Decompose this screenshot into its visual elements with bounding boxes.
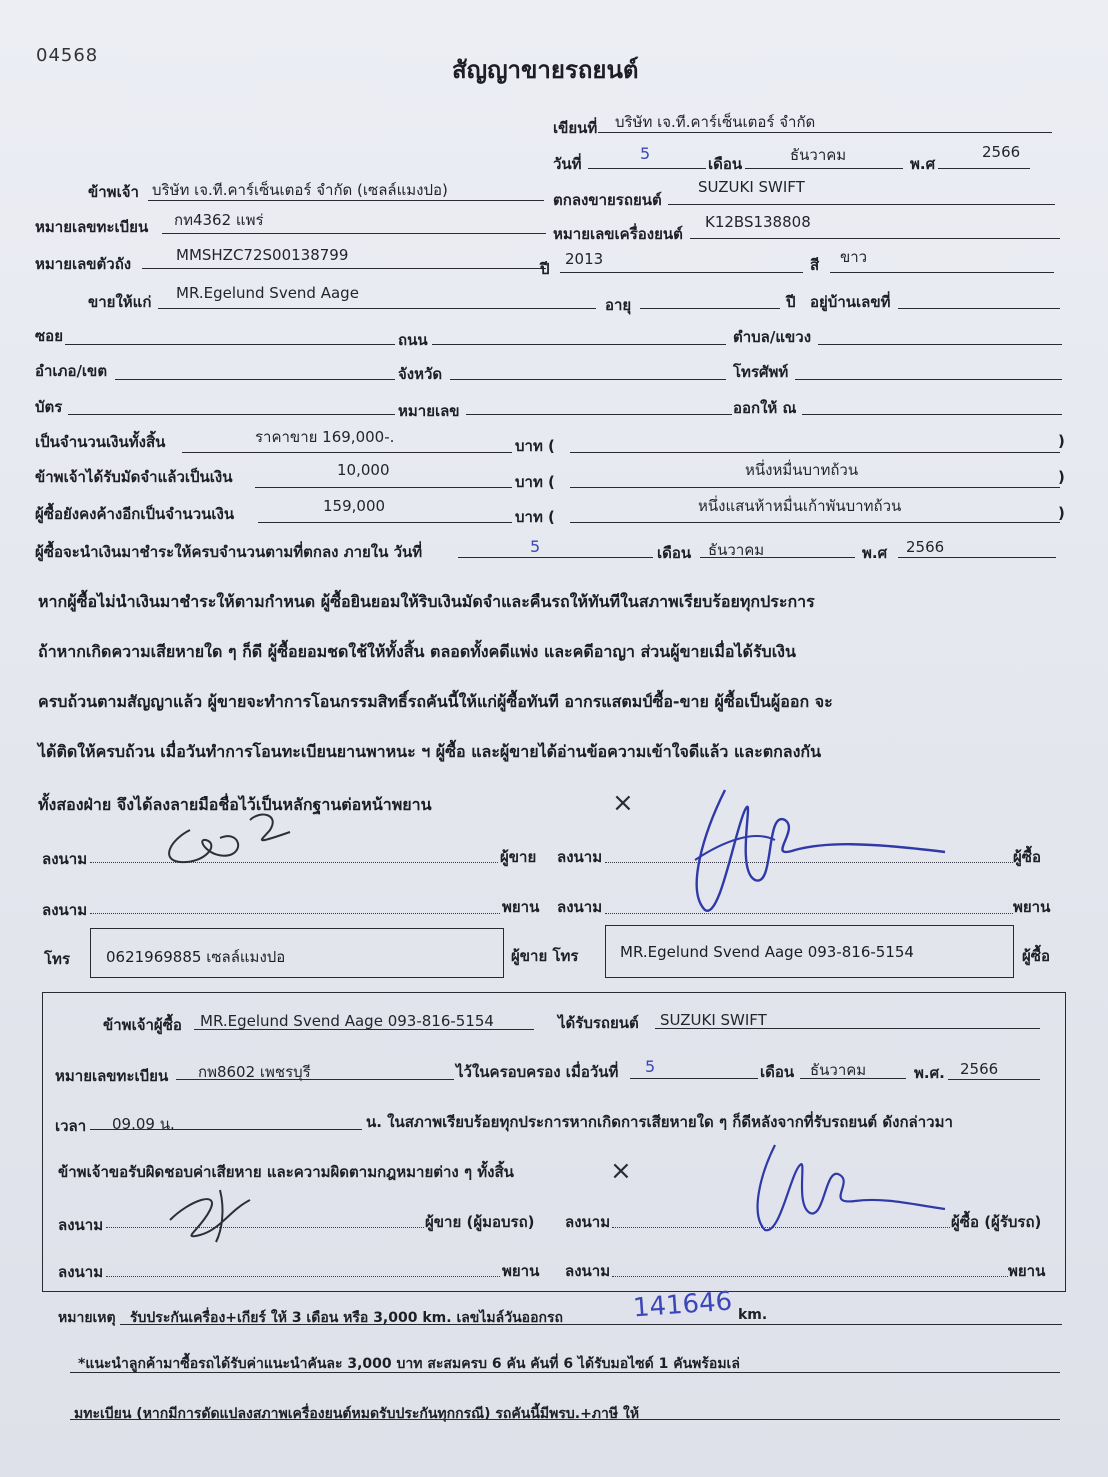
- date-day-line: [588, 168, 706, 169]
- remain-line: [258, 522, 512, 523]
- pay-day-line: [458, 557, 653, 558]
- deposit-line: [255, 487, 512, 488]
- mileage-unit: km.: [738, 1307, 768, 1323]
- month-value: ธันวาคม: [790, 146, 847, 164]
- buyer-signature: [665, 770, 965, 930]
- note2-text: *แนะนำลูกค้ามาซื้อรถได้รับค่าแนะนำคันละ 3,000 บาท สะสมครบ 6 คัน คันที่ 6 ได้รับมอไซด์ 1 คันพร้อมเล่: [78, 1356, 740, 1372]
- card-no-label: หมายเลข: [398, 402, 460, 420]
- written-at-line: [598, 132, 1052, 133]
- color-label: สี: [810, 256, 820, 274]
- age-label: อายุ: [605, 296, 632, 314]
- engine-value: K12BS138808: [705, 213, 811, 231]
- total-line: [182, 452, 512, 453]
- i-line: [148, 200, 544, 201]
- seller-signature: [150, 800, 320, 880]
- note1-line: [120, 1324, 1062, 1325]
- receipt-buyer-sign-label: ลงนาม: [565, 1213, 611, 1231]
- witness1-sign-line: [90, 913, 500, 914]
- receipt-received-value: SUZUKI SWIFT: [660, 1011, 767, 1029]
- sell-to-label: ขายให้แก่: [88, 293, 152, 311]
- district-label: อำเภอ/เขต: [35, 362, 108, 380]
- receipt-buyer-signature: [735, 1135, 955, 1245]
- chassis-line: [142, 268, 546, 269]
- address-line: [898, 308, 1060, 309]
- receipt-seller-signature: [150, 1180, 280, 1250]
- receipt-received-label: ได้รับรถยนต์: [558, 1014, 639, 1032]
- receipt-buyer-label: ข้าพเจ้าผู้ซื้อ: [103, 1016, 182, 1034]
- remain-close: ): [1058, 504, 1065, 522]
- soi-label: ซอย: [35, 327, 63, 345]
- year-label: พ.ศ: [910, 155, 936, 173]
- month-label: เดือน: [708, 155, 743, 173]
- witness1-sign-label: ลงนาม: [42, 901, 88, 919]
- district-line: [115, 379, 395, 380]
- receipt-received-line: [655, 1028, 1040, 1029]
- age-line: [640, 308, 780, 309]
- deposit-baht: บาท (: [515, 473, 555, 491]
- subdistrict-label: ตำบล/แขวง: [733, 328, 812, 346]
- total-baht: บาท (: [515, 437, 555, 455]
- color-line: [830, 272, 1054, 273]
- witness2-sign-label: ลงนาม: [557, 898, 603, 916]
- buyer-sign-label: ลงนาม: [557, 848, 603, 866]
- remain-value: 159,000: [323, 497, 386, 515]
- road-line: [432, 344, 726, 345]
- sell-to-value: MR.Egelund Svend Aage: [176, 284, 359, 302]
- receipt-month-label: เดือน: [760, 1063, 795, 1081]
- mileage-value: 141646: [632, 1286, 734, 1324]
- pay-year-label: พ.ศ: [862, 544, 888, 562]
- receipt-x-mark: ×: [610, 1156, 632, 1186]
- total-label: เป็นจำนวนเงินทั้งสิ้น: [35, 433, 166, 451]
- receipt-liability-text: ข้าพเจ้าขอรับผิดชอบค่าเสียหาย และความผิดตามกฎหมายต่าง ๆ ทั้งสิ้น: [58, 1163, 514, 1181]
- receipt-reg-label: หมายเลขทะเบียน: [55, 1067, 169, 1085]
- receipt-time-line: [90, 1129, 362, 1130]
- year-value: 2566: [982, 143, 1021, 161]
- receipt-month-line: [800, 1078, 906, 1079]
- deposit-words-line: [570, 487, 1060, 488]
- seller-phone-label: ผู้ขาย โทร: [511, 947, 579, 965]
- chassis-label: หมายเลขตัวถัง: [35, 255, 132, 273]
- pay-year: 2566: [906, 538, 945, 556]
- receipt-year: 2566: [960, 1060, 999, 1078]
- receipt-buyer-value: MR.Egelund Svend Aage 093-816-5154: [200, 1012, 494, 1030]
- receipt-year-line: [948, 1079, 1040, 1080]
- buyer-x-mark: ×: [612, 788, 634, 818]
- witness1-role: พยาน: [502, 898, 540, 916]
- receipt-day-line: [630, 1078, 758, 1079]
- page-title: สัญญาขายรถยนต์: [452, 56, 639, 84]
- deposit-words: หนึ่งหมื่นบาทถ้วน: [745, 461, 859, 479]
- receipt-reg-value: กพ8602 เพชรบุรี: [198, 1063, 311, 1081]
- term-line-3: ครบถ้วนตามสัญญาแล้ว ผู้ขายจะทำการโอนกรรมสิทธิ์รถคันนี้ให้แก่ผู้ซื้อทันที อากรแสตมป์ซื้อ-ขาย ผู้ซื้อเป็นผู้ออก จะ: [38, 692, 833, 711]
- year-line: [938, 168, 1030, 169]
- month-line: [745, 168, 903, 169]
- date-label: วันที่: [553, 155, 582, 173]
- phone-line: [795, 379, 1062, 380]
- reg-label: หมายเลขทะเบียน: [35, 218, 149, 236]
- note-prefix: หมายเหตุ: [58, 1310, 116, 1326]
- receipt-day: 5: [645, 1057, 656, 1076]
- receipt-witness2-line: [612, 1276, 1008, 1277]
- pay-day: 5: [530, 537, 541, 556]
- receipt-time-value: 09.09 น.: [112, 1115, 175, 1133]
- receipt-buyer-role: ผู้ซื้อ (ผู้รับรถ): [951, 1213, 1042, 1231]
- total-words-line: [570, 452, 1060, 453]
- subdistrict-line: [818, 344, 1062, 345]
- term-line-2: ถ้าหากเกิดความเสียหายใด ๆ ก็ดี ผู้ซื้อยอมชดใช้ให้ทั้งสิ้น ตลอดทั้งคดีแพ่ง และคดีอาญา ส่วนผู้ขายเมื่อได้รับเงิน: [38, 642, 796, 661]
- receipt-reg-line: [176, 1079, 454, 1080]
- note3-text: มทะเบียน (หากมีการดัดแปลงสภาพเครื่องยนต์หมดรับประกันทุกกรณี) รถคันนี้มีพรบ.+ภาษี ให้: [74, 1406, 640, 1422]
- remain-words-line: [570, 522, 1060, 523]
- agree-line: [668, 204, 1055, 205]
- receipt-witness1-line: [106, 1276, 500, 1277]
- witness2-role: พยาน: [1013, 898, 1051, 916]
- term-line-1: หากผู้ซื้อไม่นำเงินมาชำระให้ตามกำหนด ผู้ซื้อยินยอมให้ริบเงินมัดจำและคืนรถให้ทันทีในสภาพเรียบร้อยทุกประการ: [38, 592, 815, 611]
- year-line-2: [560, 272, 803, 273]
- pay-year-line: [898, 557, 1056, 558]
- deposit-close: ): [1058, 468, 1065, 486]
- phone-label: โทรศัพท์: [733, 363, 789, 381]
- receipt-witness1-label: ลงนาม: [58, 1263, 104, 1281]
- i-label: ข้าพเจ้า: [88, 183, 139, 201]
- buyer-phone-value: MR.Egelund Svend Aage 093-816-5154: [620, 943, 914, 961]
- card-line: [68, 414, 395, 415]
- total-value: ราคาขาย 169,000-.: [255, 428, 395, 446]
- seller-role: ผู้ขาย: [500, 848, 537, 866]
- address-label: อยู่บ้านเลขที่: [810, 293, 891, 311]
- issued-label: ออกให้ ณ: [733, 399, 797, 417]
- note2-line: [70, 1372, 1060, 1373]
- year-label-2: ปี: [540, 260, 550, 278]
- remain-words: หนึ่งแสนห้าหมื่นเก้าพันบาทถ้วน: [698, 497, 902, 515]
- written-at-label: เขียนที่: [553, 119, 598, 137]
- card-no-line: [466, 414, 732, 415]
- soi-line: [65, 344, 395, 345]
- deposit-label: ข้าพเจ้าได้รับมัดจำแล้วเป็นเงิน: [35, 468, 233, 486]
- sell-to-line: [158, 308, 596, 309]
- receipt-year-label: พ.ศ.: [914, 1064, 945, 1082]
- buyer-phone-role: ผู้ซื้อ: [1022, 947, 1050, 965]
- note3-line: [70, 1419, 1060, 1420]
- reg-line: [162, 233, 546, 234]
- year-value-2: 2013: [565, 250, 604, 268]
- i-value: บริษัท เจ.ที.คาร์เซ็นเตอร์ จำกัด (เซลล์แมงปอ): [152, 181, 448, 199]
- road-label: ถนน: [398, 331, 428, 349]
- province-label: จังหวัด: [398, 365, 443, 383]
- term-line-5: ทั้งสองฝ่าย จึงได้ลงลายมือชื่อไว้เป็นหลักฐานต่อหน้าพยาน: [38, 795, 432, 814]
- issued-line: [802, 414, 1062, 415]
- receipt-seller-role: ผู้ขาย (ผู้มอบรถ): [425, 1213, 535, 1231]
- age-unit: ปี: [786, 293, 796, 311]
- reg-value: กท4362 แพร่: [174, 211, 264, 229]
- province-line: [450, 379, 726, 380]
- note1-text: รับประกันเครื่อง+เกียร์ ให้ 3 เดือน หรือ 3,000 km. เลขไมล์วันออกรถ: [130, 1310, 563, 1326]
- total-close: ): [1058, 432, 1065, 450]
- date-day-value: 5: [640, 144, 651, 163]
- receipt-buyer-line: [194, 1029, 534, 1030]
- receipt-witness2-label: ลงนาม: [565, 1262, 611, 1280]
- pay-month-label: เดือน: [657, 544, 692, 562]
- remain-label: ผู้ซื้อยังคงค้างอีกเป็นจำนวนเงิน: [35, 505, 235, 523]
- buyer-role: ผู้ซื้อ: [1013, 848, 1041, 866]
- pay-month: ธันวาคม: [708, 541, 765, 559]
- chassis-value: MMSHZC72S00138799: [176, 246, 349, 264]
- phone-box-label: โทร: [44, 950, 71, 968]
- agree-value: SUZUKI SWIFT: [698, 178, 805, 196]
- seller-phone-value: 0621969885 เซลล์แมงปอ: [106, 948, 286, 966]
- term-line-4: ได้ติดให้ครบถ้วน เมื่อวันทำการโอนทะเบียนยานพาหนะ ฯ ผู้ซื้อ และผู้ขายได้อ่านข้อความเข้าใจดีแล้ว และตกลงกัน: [38, 742, 822, 761]
- receipt-time-label: เวลา: [55, 1117, 87, 1135]
- receipt-seller-sign-label: ลงนาม: [58, 1216, 104, 1234]
- pay-label: ผู้ซื้อจะนำเงินมาชำระให้ครบจำนวนตามที่ตกลง ภายใน วันที่: [35, 543, 423, 561]
- receipt-witness1-role: พยาน: [502, 1262, 540, 1280]
- receipt-month: ธันวาคม: [810, 1061, 867, 1079]
- agree-label: ตกลงขายรถยนต์: [553, 191, 662, 209]
- engine-line: [690, 238, 1060, 239]
- deposit-value: 10,000: [337, 461, 390, 479]
- card-label: บัตร: [35, 398, 63, 416]
- document-number: 04568: [36, 45, 99, 66]
- color-value: ขาว: [840, 248, 868, 266]
- remain-baht: บาท (: [515, 508, 555, 526]
- receipt-witness2-role: พยาน: [1008, 1262, 1046, 1280]
- seller-sign-label: ลงนาม: [42, 850, 88, 868]
- receipt-possess-label: ไว้ในครอบครอง เมื่อวันที่: [456, 1063, 619, 1081]
- pay-month-line: [700, 557, 855, 558]
- written-at-value: บริษัท เจ.ที.คาร์เซ็นเตอร์ จำกัด: [615, 113, 816, 131]
- engine-label: หมายเลขเครื่องยนต์: [553, 225, 683, 243]
- receipt-condition-text: น. ในสภาพเรียบร้อยทุกประการหากเกิดการเสียหายใด ๆ ก็ดีหลังจากที่รับรถยนต์ ดังกล่าวมา: [366, 1113, 953, 1131]
